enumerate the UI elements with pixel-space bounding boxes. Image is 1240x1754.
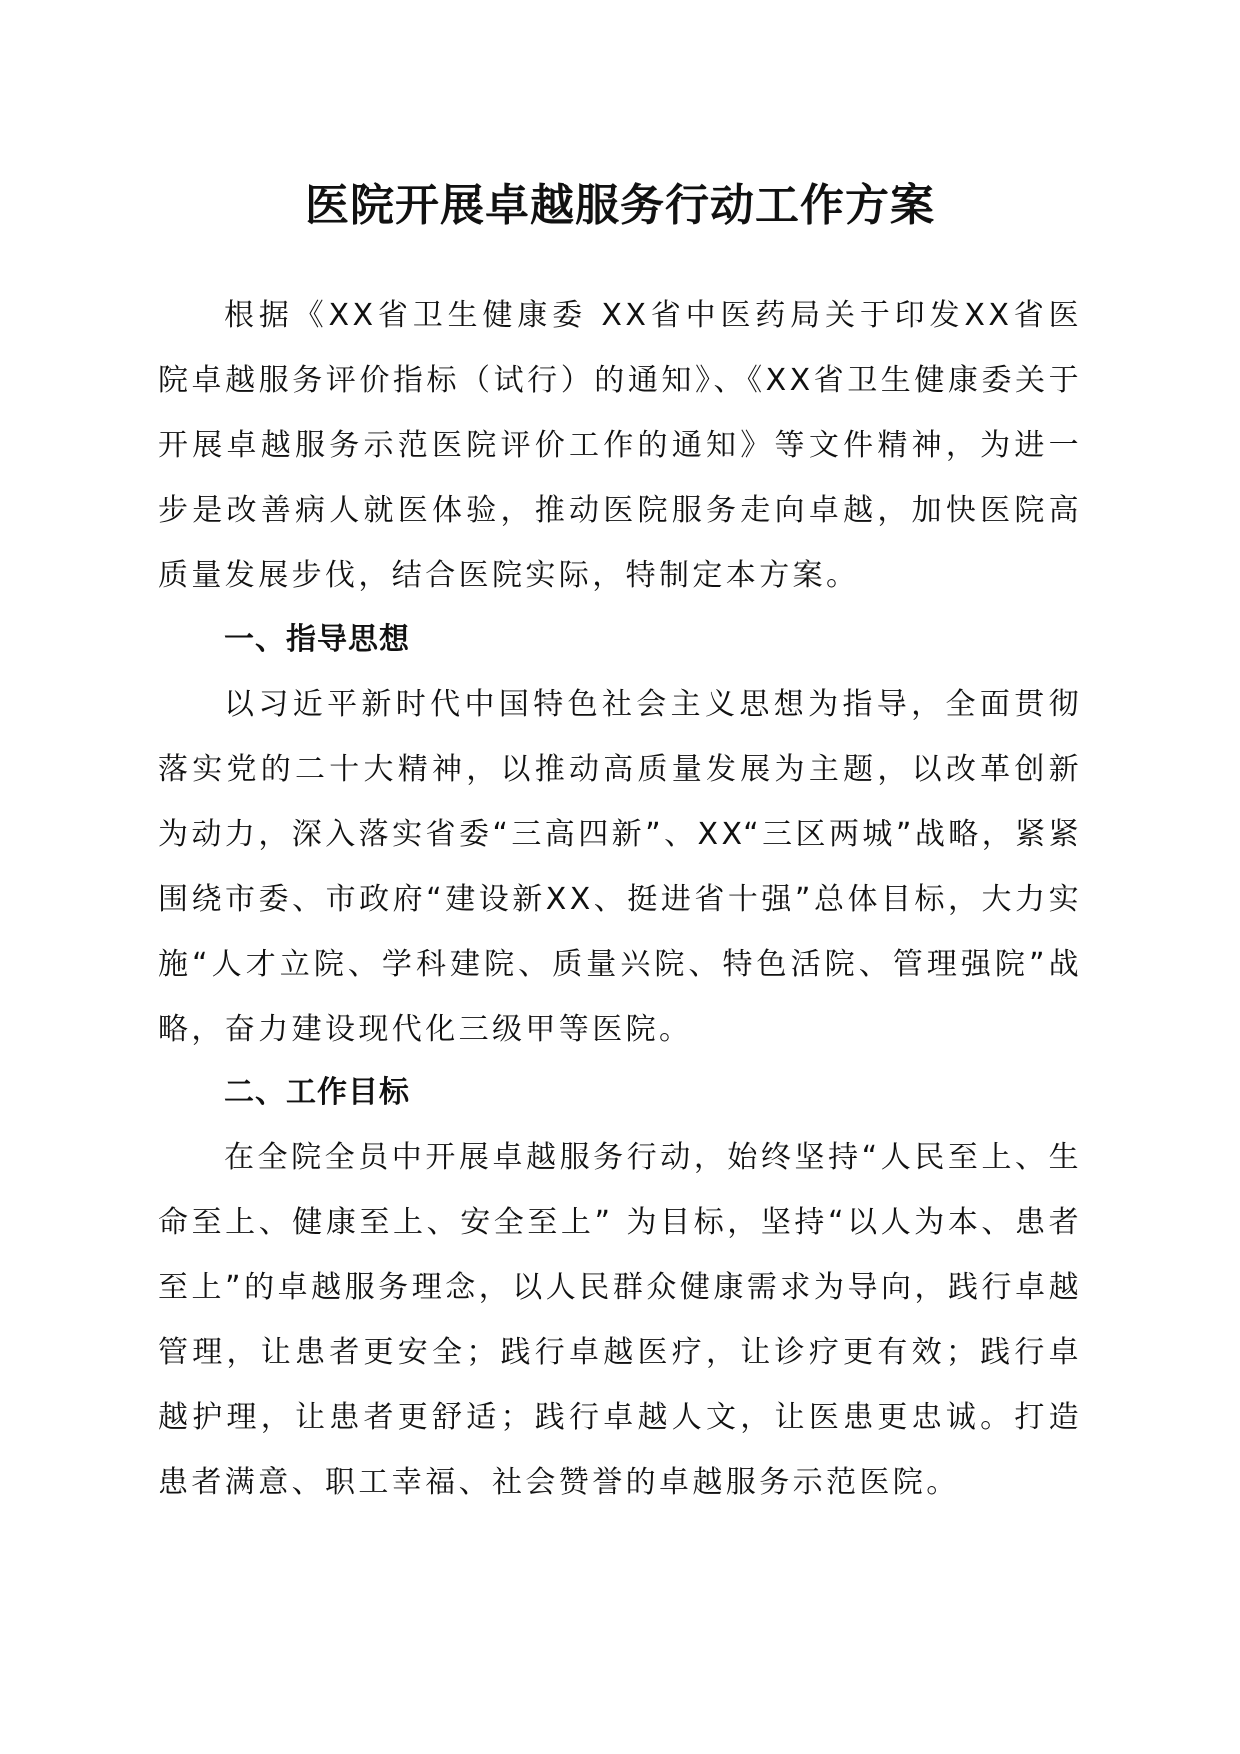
- paragraph-work-goals: 在全院全员中开展卓越服务行动，始终坚持“人民至上、生命至上、健康至上、安全至上” 为目标，坚持“以人为本、患者至上”的卓越服务理念，以人民群众健康需求为导向，践行卓越管理，让患者更安全；践行卓越医疗，让诊疗更有效；践行卓越护理，让患者更舒适；践行卓越人文，让医患更忠诚。打造患者满意、职工幸福、社会赞誉的卓越服务示范医院。: [158, 1140, 1082, 1500]
- paragraph-guiding-ideology: 以习近平新时代中国特色社会主义思想为指导，全面贯彻落实党的二十大精神，以推动高质量发展为主题，以改革创新为动力，深入落实省委“三高四新”、XX“三区两城”战略，紧紧围绕市委、市政府“建设新XX、挺进省十强”总体目标，大力实施“人才立院、学科建院、质量兴院、特色活院、管理强院”战略，奋力建设现代化三级甲等医院。: [158, 687, 1082, 1047]
- section-heading-work-goals: 二、工作目标: [224, 1075, 410, 1110]
- document-title: 医院开展卓越服务行动工作方案: [305, 180, 935, 231]
- paragraph-basis: 根据《XX省卫生健康委 XX省中医药局关于印发XX省医院卓越服务评价指标（试行）的通知》、《XX省卫生健康委关于开展卓越服务示范医院评价工作的通知》等文件精神，为进一步是改善病人就医体验，推动医院服务走向卓越，加快医院高质量发展步伐，结合医院实际，特制定本方案。: [158, 298, 1082, 593]
- section-heading-guiding-ideology: 一、指导思想: [224, 622, 410, 657]
